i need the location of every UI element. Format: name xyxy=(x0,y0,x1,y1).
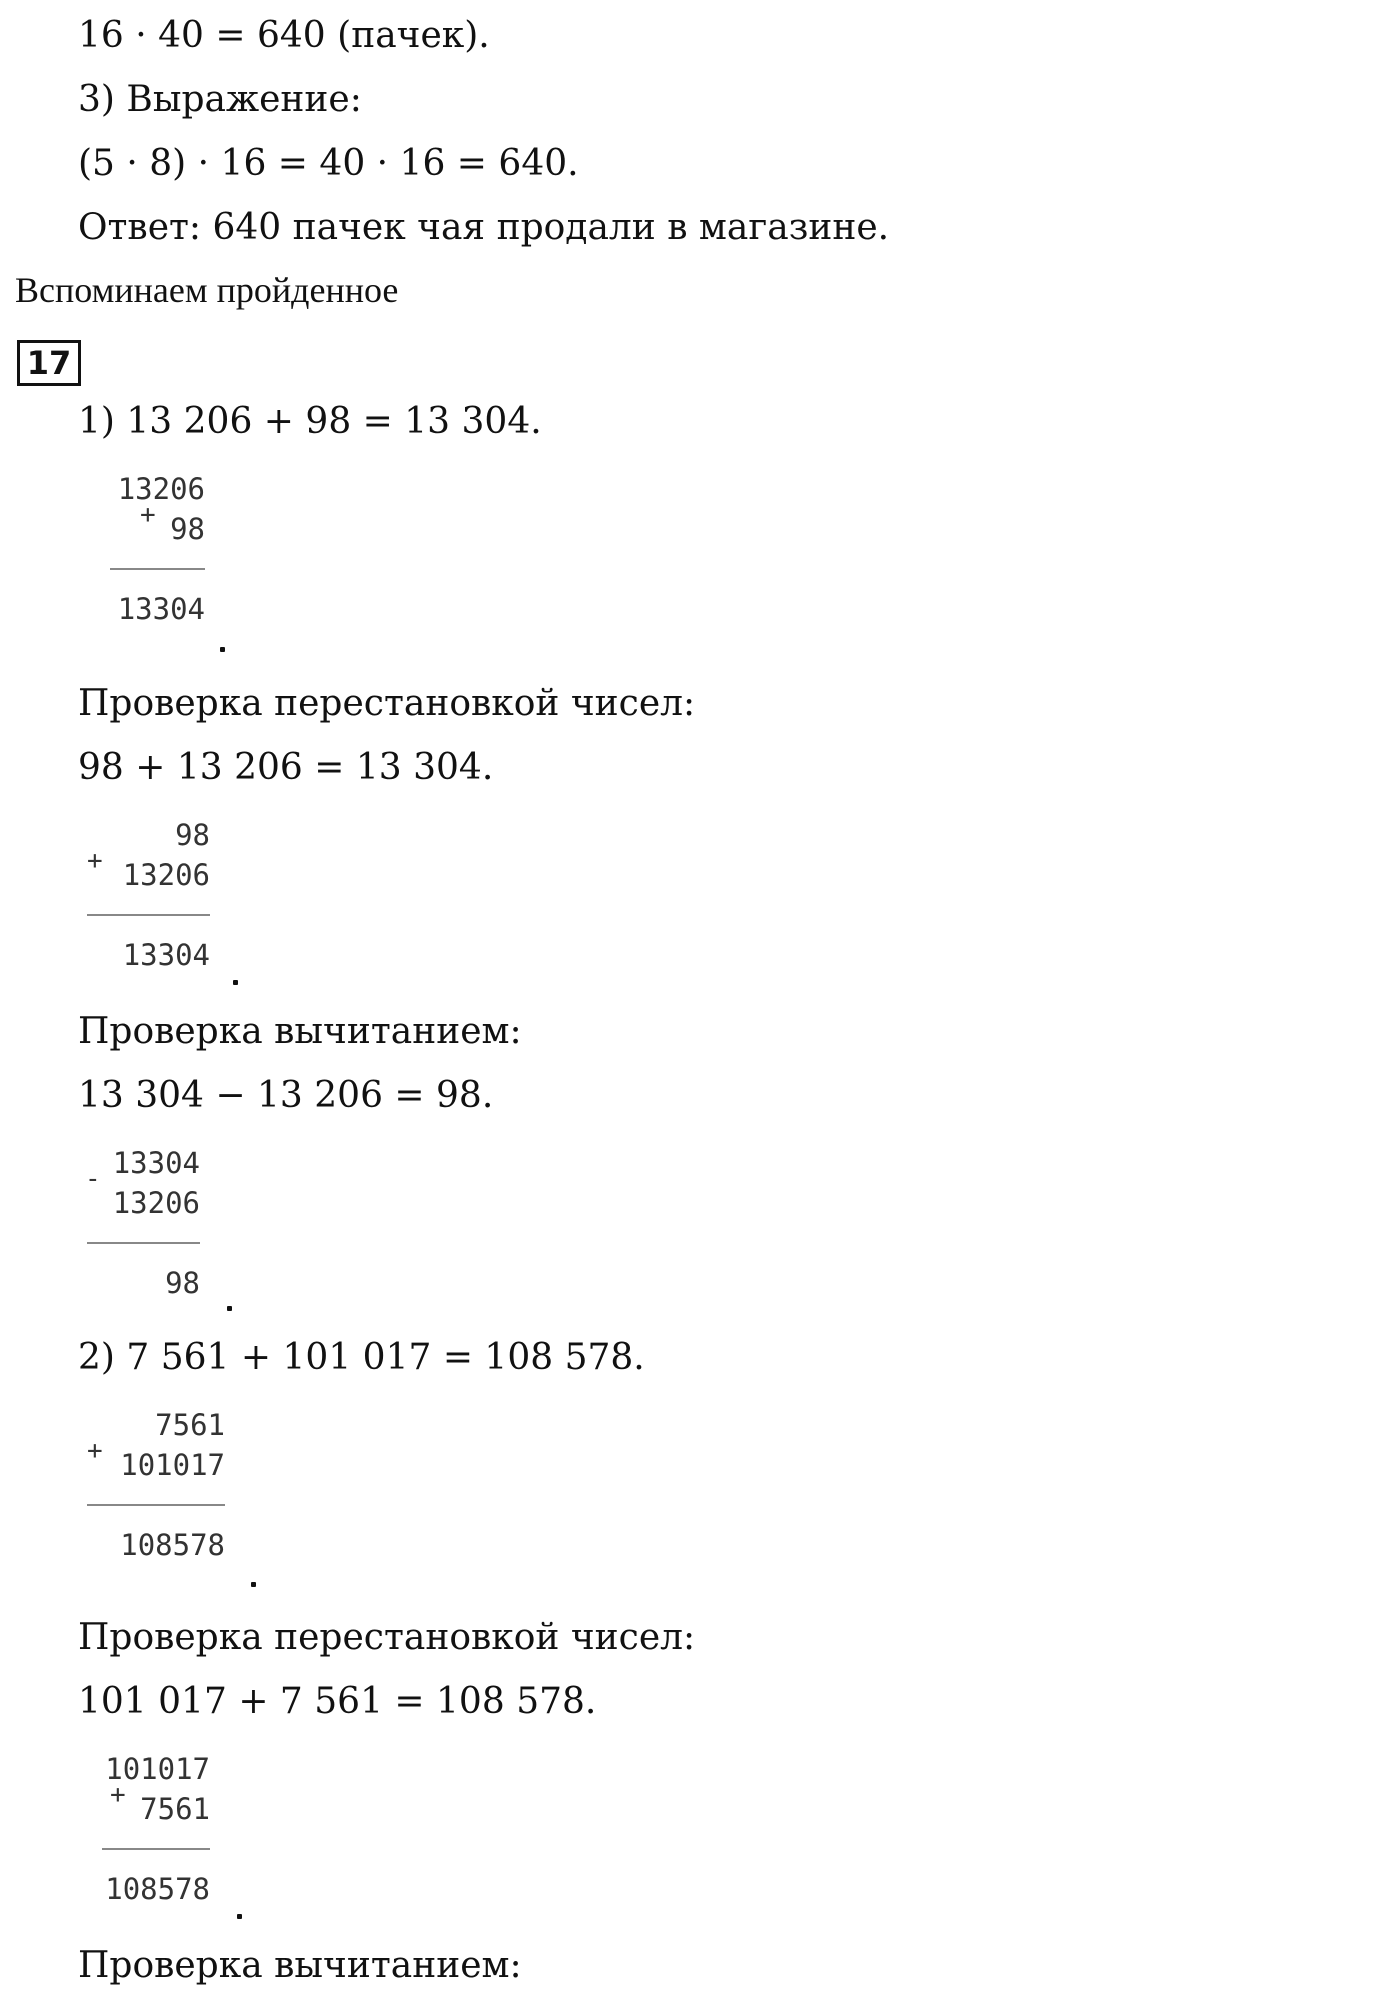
text-line: 2) 7 561 + 101 017 = 108 578. xyxy=(78,1337,645,1378)
calc-result: 98 xyxy=(165,1266,200,1300)
text-line: Проверка вычитанием: xyxy=(78,1011,522,1052)
calc-rule xyxy=(87,1504,225,1506)
calc-result: 13304 xyxy=(122,938,210,972)
text-line: Проверка перестановкой чисел: xyxy=(78,1617,696,1658)
minus-sign: - xyxy=(85,1164,101,1194)
period-dot xyxy=(220,647,225,652)
section-title: Вспоминаем пройденное xyxy=(15,270,399,310)
plus-sign: + xyxy=(87,846,103,876)
task-number-box: 17 xyxy=(17,340,81,386)
text-line: 3) Выражение: xyxy=(78,79,362,120)
answer-line: Ответ: 640 пачек чая продали в магазине. xyxy=(78,207,890,248)
calc-bottom-number: 98 xyxy=(170,512,205,546)
calc-result: 108578 xyxy=(120,1528,225,1562)
period-dot xyxy=(233,980,238,985)
text-line: 101 017 + 7 561 = 108 578. xyxy=(78,1681,597,1722)
plus-sign: + xyxy=(110,1780,126,1810)
calc-result: 13304 xyxy=(117,592,205,626)
calc-rule xyxy=(102,1848,210,1850)
text-line: (5 · 8) · 16 = 40 · 16 = 640. xyxy=(78,143,579,184)
calc-rule xyxy=(87,1242,200,1244)
calc-bottom-number: 7561 xyxy=(140,1792,210,1826)
text-line: 98 + 13 206 = 13 304. xyxy=(78,747,494,788)
calc-top-number: 7561 xyxy=(155,1408,225,1442)
calc-top-number: 13304 xyxy=(112,1146,200,1180)
calc-bottom-number: 13206 xyxy=(122,858,210,892)
calc-top-number: 13206 xyxy=(117,472,205,506)
calc-result: 108578 xyxy=(105,1872,210,1906)
calc-bottom-number: 101017 xyxy=(120,1448,225,1482)
text-line: Проверка перестановкой чисел: xyxy=(78,683,696,724)
calc-top-number: 101017 xyxy=(105,1752,210,1786)
text-line: 1) 13 206 + 98 = 13 304. xyxy=(78,401,542,442)
period-dot xyxy=(227,1306,232,1311)
calc-top-number: 98 xyxy=(175,818,210,852)
period-dot xyxy=(251,1582,256,1587)
calc-rule xyxy=(110,568,205,570)
text-line: Проверка вычитанием: xyxy=(78,1945,522,1986)
plus-sign: + xyxy=(87,1436,103,1466)
text-line: 13 304 − 13 206 = 98. xyxy=(78,1075,494,1116)
plus-sign: + xyxy=(140,500,156,530)
calc-bottom-number: 13206 xyxy=(112,1186,200,1220)
period-dot xyxy=(237,1914,242,1919)
text-line: 16 · 40 = 640 (пачек). xyxy=(78,15,490,56)
calc-rule xyxy=(87,914,210,916)
